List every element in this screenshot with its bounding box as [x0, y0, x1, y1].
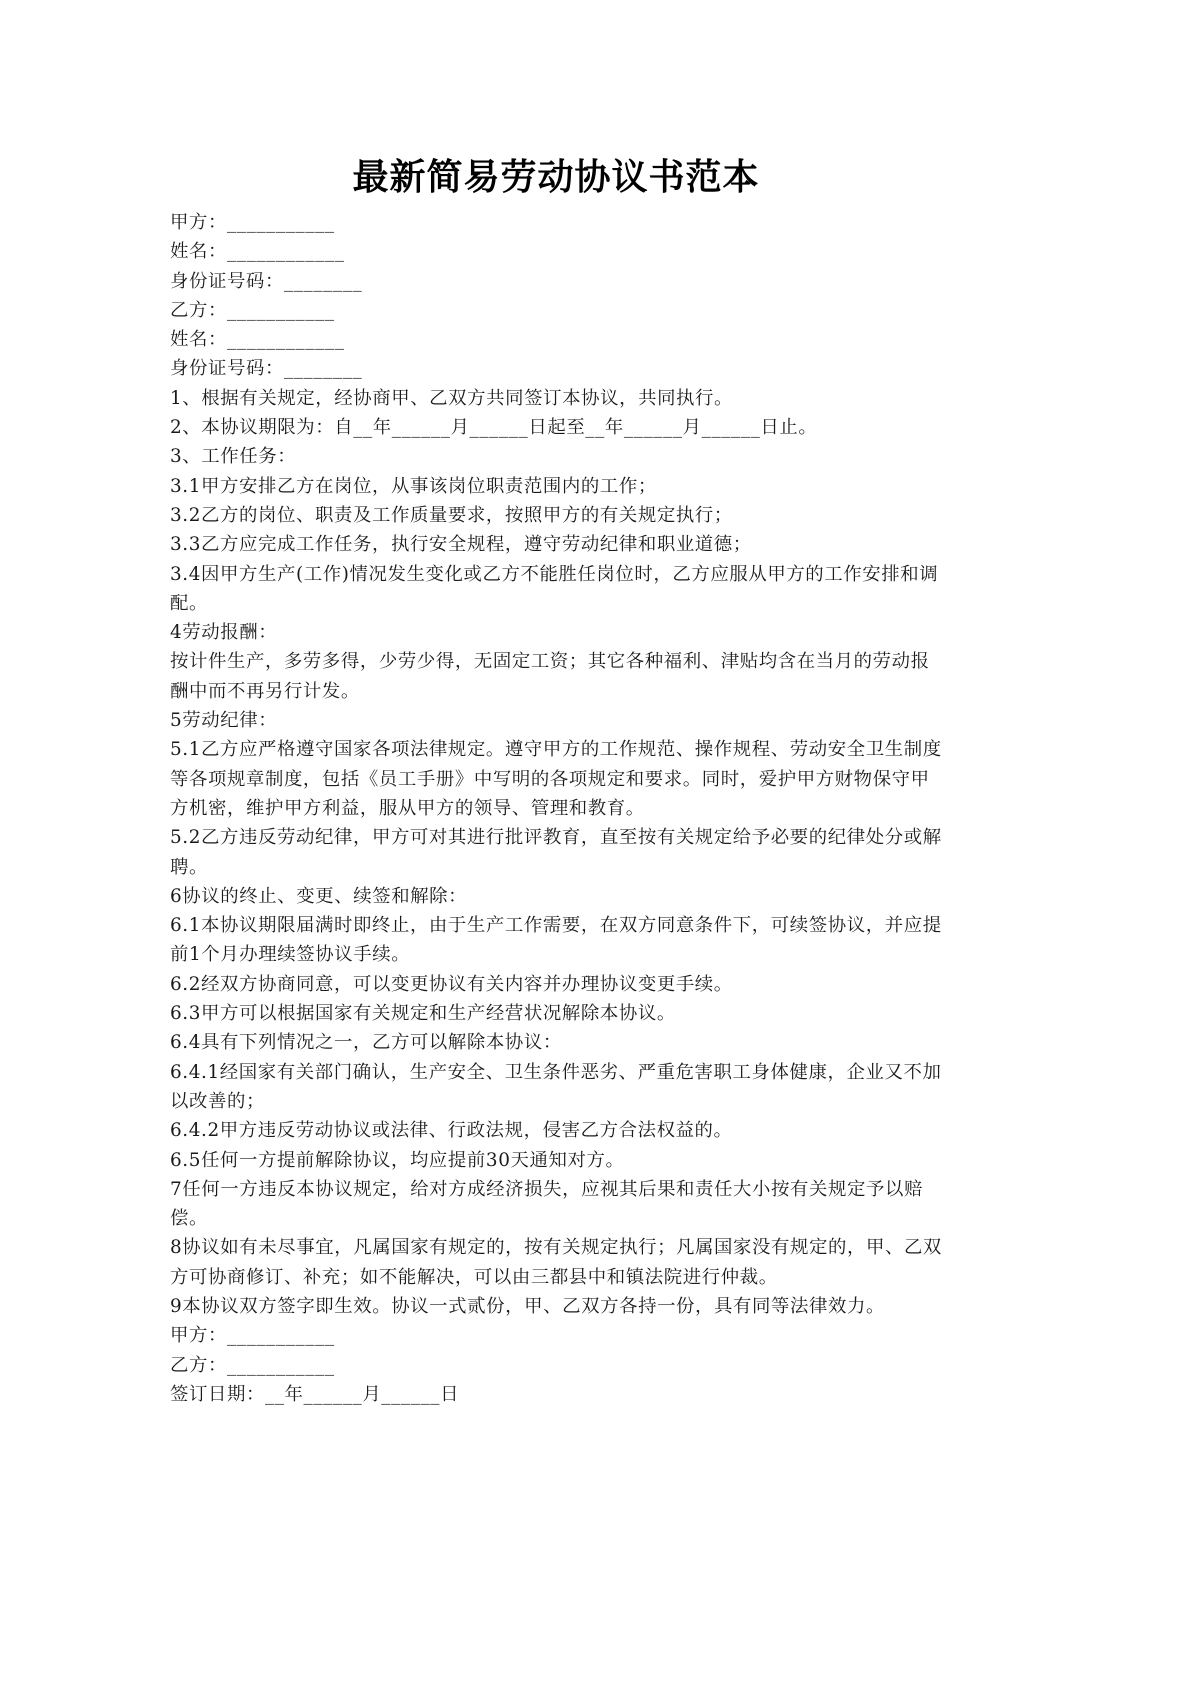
- clause-4-heading: 4劳动报酬：: [170, 622, 278, 644]
- party-b-label: 乙方：: [170, 299, 227, 321]
- signature-party-b-label: 乙方：: [170, 1354, 227, 1376]
- party-b-name-field: [170, 325, 942, 354]
- signature-party-a-blank: ___________: [226, 1325, 335, 1347]
- party-a-blank: ___________: [226, 212, 335, 233]
- clause-3-1: 3.1甲方安排乙方在岗位，从事该岗位职责范围内的工作；: [170, 475, 657, 497]
- clauses-section: [170, 384, 942, 1322]
- signature-party-b-blank: ___________: [226, 1354, 335, 1376]
- clause-5-1: 5.1乙方应严格遵守国家各项法律规定。遵守甲方的工作规范、操作规程、劳动安全卫生制度等各项规章制度，包括《员工手册》中写明的各项规定和要求。同时，爱护甲方财物保守甲方机密，维护甲方利益，服从甲方的领导、管理和教育。: [170, 739, 942, 819]
- party-info-section: [170, 208, 942, 384]
- clause-6-4: 6.4具有下列情况之一，乙方可以解除本协议：: [170, 1032, 562, 1054]
- party-b-name-label: 姓名：: [170, 329, 227, 351]
- party-a-field: [170, 208, 942, 237]
- party-b-blank: ___________: [226, 299, 335, 321]
- party-b-id-label: 身份证号码：: [170, 358, 284, 380]
- clause-2-term: 2、本协议期限为：自__年______月______日起至__年______月______日止。: [170, 417, 818, 439]
- signing-date-label: 签订日期：: [170, 1383, 265, 1405]
- clause-6-3: 6.3甲方可以根据国家有关规定和生产经营状况解除本协议。: [170, 1003, 676, 1025]
- signature-section: [170, 1321, 942, 1409]
- clause-5-heading: 5劳动纪律：: [170, 710, 278, 732]
- party-b-name-blank: ____________: [226, 329, 345, 351]
- party-a-name-field: [170, 237, 942, 266]
- party-a-id-field: [170, 267, 942, 296]
- clause-5-2: 5.2乙方违反劳动纪律，甲方可对其进行批评教育，直至按有关规定给予必要的纪律处分或解聘。: [170, 827, 942, 878]
- party-b-field: [170, 296, 942, 325]
- clause-3-2: 3.2乙方的岗位、职责及工作质量要求，按照甲方的有关规定执行；: [170, 504, 733, 526]
- clause-3-4: 3.4因甲方生产(工作)情况发生变化或乙方不能胜任岗位时，乙方应服从甲方的工作安排和调配。: [170, 563, 939, 614]
- clause-7: 7任何一方违反本协议规定，给对方成经济损失，应视其后果和责任大小按有关规定予以赔偿。: [170, 1178, 923, 1230]
- clause-3-heading: 3、工作任务：: [170, 446, 297, 468]
- party-a-id-blank: ________: [283, 270, 363, 292]
- clause-3-3: 3.3乙方应完成工作任务，执行安全规程，遵守劳动纪律和职业道德；: [170, 534, 752, 556]
- party-b-id-blank: ________: [283, 358, 363, 380]
- party-a-name-blank: ____________: [226, 241, 345, 263]
- signature-party-b: [170, 1351, 942, 1380]
- document-title: 最新简易劳动协议书范本: [352, 157, 760, 198]
- clause-9: 9本协议双方签字即生效。协议一式贰份，甲、乙双方各持一份，具有同等法律效力。: [170, 1295, 885, 1317]
- signature-party-a: [170, 1321, 942, 1350]
- signature-party-a-label: 甲方：: [170, 1325, 227, 1347]
- signing-date: [170, 1380, 942, 1409]
- clause-6-4-1: 6.4.1经国家有关部门确认，生产安全、卫生条件恶劣、严重危害职工身体健康，企业又不加以改善的；: [170, 1061, 942, 1112]
- signing-date-blank: __年______月______日: [264, 1383, 460, 1405]
- clause-6-5: 6.5任何一方提前解除协议，均应提前30天通知对方。: [170, 1149, 625, 1171]
- clause-6-1: 6.1本协议期限届满时即终止，由于生产工作需要，在双方同意条件下，可续签协议，并应提前1个月办理续签协议手续。: [170, 915, 942, 966]
- party-a-name-label: 姓名：: [170, 241, 227, 263]
- clause-4-body: 按计件生产，多劳多得，少劳少得，无固定工资；其它各种福利、津贴均含在当月的劳动报酬中而不再另行计发。: [170, 651, 930, 702]
- clause-8: 8协议如有未尽事宜，凡属国家有规定的，按有关规定执行；凡属国家没有规定的，甲、乙双方可协商修订、补充；如不能解决，可以由三都县中和镇法院进行仲裁。: [170, 1237, 942, 1288]
- clause-6-4-2: 6.4.2甲方违反劳动协议或法律、行政法规，侵害乙方合法权益的。: [170, 1120, 733, 1142]
- party-a-label: 甲方：: [170, 212, 227, 233]
- party-a-id-label: 身份证号码：: [170, 270, 284, 292]
- clause-1: 1、根据有关规定，经协商甲、乙双方共同签订本协议，共同执行。: [170, 387, 734, 409]
- party-b-id-field: [170, 354, 942, 383]
- document-page: [170, 150, 942, 1409]
- clause-6-heading: 6协议的终止、变更、续签和解除：: [170, 885, 468, 907]
- clause-6-2: 6.2经双方协商同意，可以变更协议有关内容并办理协议变更手续。: [170, 973, 733, 995]
